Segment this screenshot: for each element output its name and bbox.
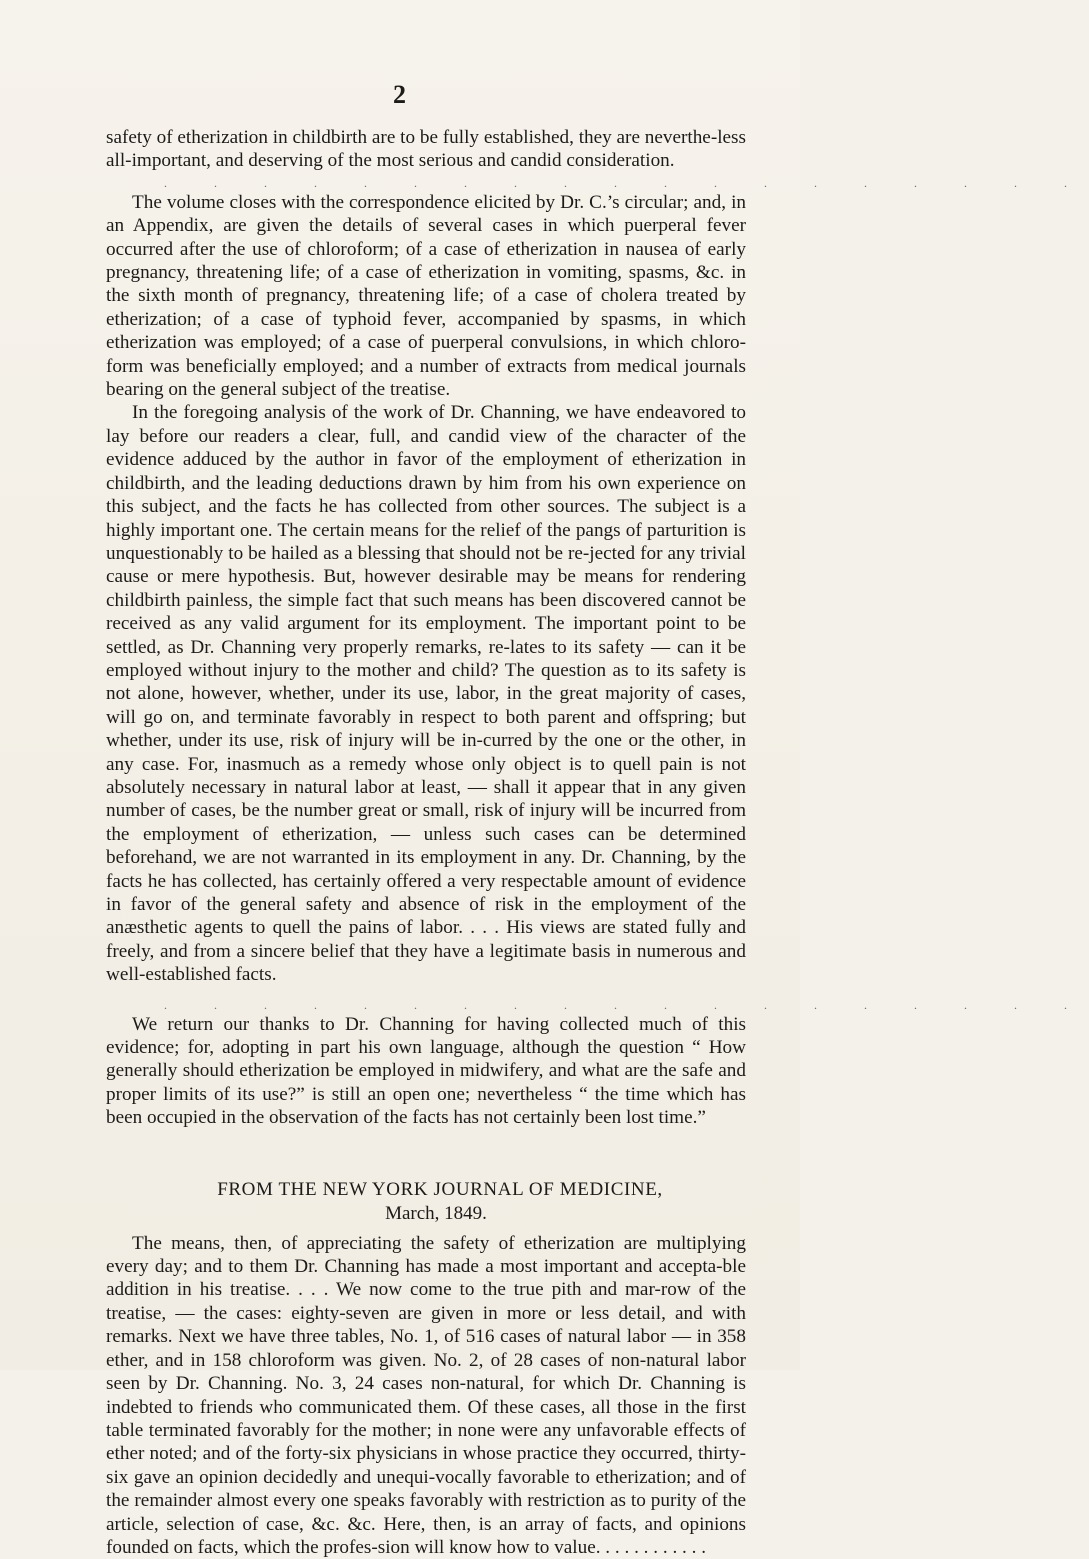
ellipsis-row-1: . . . . . . . . . . . . . . . . . . . [164,175,1089,190]
paragraph-1: safety of etherization in childbirth are to be fully established, they are neverthe-less all-important, and deserving of the most serious and candid consideration. [106,127,746,172]
source-date: March, 1849. [385,1202,487,1224]
spacer [106,987,746,995]
source-heading: FROM THE NEW YORK JOURNAL OF MEDICINE, [217,1178,663,1200]
paragraph-3: In the foregoing analysis of the work of Dr. Channing, we have endeavored to lay before our readers a clear, full, and candid view of the character of the evidence adduced by the author in favor of the employment of etherization in childbirth, and the leading deductions drawn by him from his own experience on this subject, and the facts he has collected from other sources. The subject is a highly important one. The certain means for the relief of the pangs of parturition is unquestionably to be hailed as a blessing that should not be re-jected for any trivial cause or mere hypothesis. But, however desirable may be means for rendering childbirth painless, the simple fact that such means has been discovered cannot be received as any valid argument for its employment. The important point to be settled, as Dr. Channing very properly remarks, re-lates to its safety — can it be employed without injury to the mother and child? The question as to its safety is not alone, however, whether, under its use, labor, in the great majority of cases, will go on, and terminate favorably in respect to both parent and offspring; but whether, under its use, risk of injury will be in-curred by the one or the other, in any case. For, inasmuch as a remedy whose only object is to quell pain is not absolutely necessary in natural labor at least, — shall it appear that in any given number of cases, be the number great or small, risk of injury will be incurred from the employment of etherization, — unless such cases can be determined beforehand, we are not warranted in its employment in any. Dr. Channing, by the facts he has collected, has certainly offered a very respectable amount of evidence in favor of the general safety and absence of risk in the employment of the anæsthetic agents to quell the pains of labor. . . . His views are stated fully and freely, and from a sincere belief that they have a legitimate basis in numerous and well-established facts. [106,402,746,986]
paragraph-5: The means, then, of appreciating the safety of etherization are multiplying every day; and to them Dr. Channing has made a most important and accepta-ble addition in his treatise. . . . We now come to the true pith and mar-row of the treatise, — the cases: eighty-seven are given in more or less detail, and with remarks. Next we have three tables, No. 1, of 516 cases of natural labor — in 358 ether, and in 158 chloroform was given. No. 2, of 28 cases of non-natural labor seen by Dr. Channing. No. 3, 24 cases non-natural, for which Dr. Channing is indebted to friends who communicated them. Of these cases, all those in the first table terminated favorably for the mother; in none were any unfavorable effects of ether noted; and of the forty-six physicians in whose practice they occurred, thirty-six gave an opinion decidedly and unequi-vocally favorable to etherization; and of the remainder almost every one speaks favorably with restriction as to purity of the article, selection of case, &c. &c. Here, then, is an array of facts, and opinions founded on facts, which the profes-sion will know how to value. . . . . . . . . . . . [106,1232,746,1558]
paragraph-2: The volume closes with the correspondence elicited by Dr. C.’s circular; and, in an Appendix, are given the details of several cases in which puerperal fever occurred after the use of chloroform; of a case of etherization in nausea of early pregnancy, threatening life; of a case of etherization in vomiting, spasms, &c. in the sixth month of pregnancy, threatening life; of a case of cholera treated by etherization; of a case of typhoid fever, accompanied by spasms, in which etherization was employed; of a case of puerperal convulsions, in which chloro-form was beneficially employed; and a number of extracts from medical journals bearing on the general subject of the treatise. [106,191,746,401]
page-number: 2 [393,80,407,109]
paragraph-4: We return our thanks to Dr. Channing for having collected much of this evidence; for, adopting in part his own language, although the question “ How generally should etherization be employed in midwifery, and what are the safe and proper limits of its use?” is still an open one; nevertheless “ the time which has been occupied in the observation of the facts has not certainly been lost time.” [106,1013,746,1129]
document-body [106,126,1089,1559]
spacer [106,1130,746,1178]
ellipsis-row-2: . . . . . . . . . . . . . . . . . . . [164,997,1089,1012]
